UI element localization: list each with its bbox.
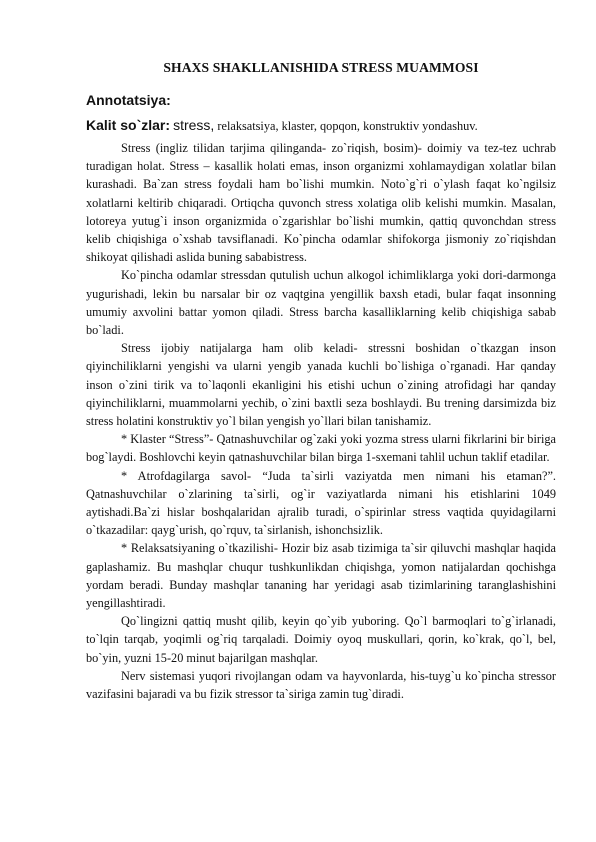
paragraph-1: Stress (ingliz tilidan tarjima qilinganda- zo`riqish, bosim)- doimiy va tez-tez uchrab turadigan holat. Stress – kasallik holati emas, inson organizmi xohlamaydigan xolatlar bilan kurashadi. Ba`zan stress foydali ham bo`lishi mumkin. Noto`g`ri o`ylash faqat ko`ngilsiz xolatlarni keltirib chiqaradi. Ortiqcha quvonch stress xolatiga olib kelishi mumkin. Masalan, lotoreya yutug`i inson organizmida o`zgarishlar bo`lishi mumkin, qattiq quvonchdan stress kelib chiqishiga o`xshab tavsiflanadi. Ko`pincha odamlar shifokorga jismoniy zo`riqishdan shikoyat qilishadi aslida buning sababistress. — [86, 141, 556, 265]
paragraph-5: * Atrofdagilarga savol- “Juda ta`sirli vaziyatda men nimani his etaman?”. Qatnashuvchilar o`zlarining ta`sirli, og`ir vaziyatlarda nimani his etishlarini 1049 aytishadi.Ba`zi hislar boshqalaridan ajralib turadi, o`spirinlar stress vaqtida quyidagilarni o`tkazadilar: qayg`urish, qo`rquv, ta`sirlanish, ishonchsizlik. — [86, 468, 556, 538]
keywords-label: Kalit so`zlar: — [86, 117, 171, 133]
keywords-line — [86, 115, 556, 136]
paragraph-3: Stress ijobiy natijalarga ham olib keladi- stressni boshidan o`tkazgan inson qiyinchiliklarni yengishi va ularni yengib yanada kuchli bo`lishiga o`rganadi. Har qanday inson o`zini tirik va to`laqonli ekanligini his etishi uchun o`zining atrofidagi har qanday qiyinchiliklarni, muammolarni yechib, o`zini baxtli seza boshlaydi. Bu trening darsimizda biz stress holatini konstruktiv yo`l bilan yengish yo`llari bilan tanishamiz. — [86, 341, 556, 429]
keywords-rest: relaksatsiya, klaster, qopqon, konstruktiv yondashuv. — [217, 119, 478, 133]
paragraph-8: Nerv sistemasi yuqori rivojlangan odam va hayvonlarda, his-tuyg`u ko`pincha stressor vazifasini bajaradi va bu fizik stressor ta`siriga zamin tug`diradi. — [86, 668, 556, 702]
annotation-heading: Annotatsiya: — [86, 92, 171, 108]
paragraph-2: Ko`pincha odamlar stressdan qutulish uchun alkogol ichimliklarga yoki dori-darmonga yugurishadi, lekin bu narsalar bir oz vaqtgina yengillik baxsh etadi, bular faqat insonning umumiy axvolini battar yomon qiladi. Stress barcha kasalliklarning kelib chiqishiga sabab bo`ladi. — [86, 268, 556, 338]
paragraph-6: * Relaksatsiyaning o`tkazilishi- Hozir biz asab tizimiga ta`sir qiluvchi mashqlar haqida gaplashamiz. Bu mashqlar chuqur tushkunlikdan chiqishga, yomon natijalardan qochishga yordam beradi. Bunday mashqlar tananing har yeridagi asab tizimlarining taranglashishini yengillashtiradi. — [86, 541, 556, 611]
keyword-first: stress, — [173, 117, 215, 133]
paragraph-7: Qo`lingizni qattiq musht qilib, keyin qo`yib yuboring. Qo`l barmoqlari to`g`irlanadi, to`lqin tarqab, yoqimli og`riq tarqaladi. Doimiy oyoq muskullari, qorin, ko`krak, qo`l, bel, bo`yin, yuzni 15-20 minut bajarilgan mashqlar. — [86, 614, 556, 665]
document-page — [86, 58, 556, 703]
paper-title: SHAXS SHAKLLANISHIDA STRESS MUAMMOSI — [163, 60, 479, 75]
paragraph-4: * Klaster “Stress”- Qatnashuvchilar og`zaki yoki yozma stress ularni fikrlarini bir biriga bog`laydi. Boshlovchi keyin qatnashuvchilar bilan birga 1-sxemani tahlil uchun taklif etadilar. — [86, 432, 556, 465]
